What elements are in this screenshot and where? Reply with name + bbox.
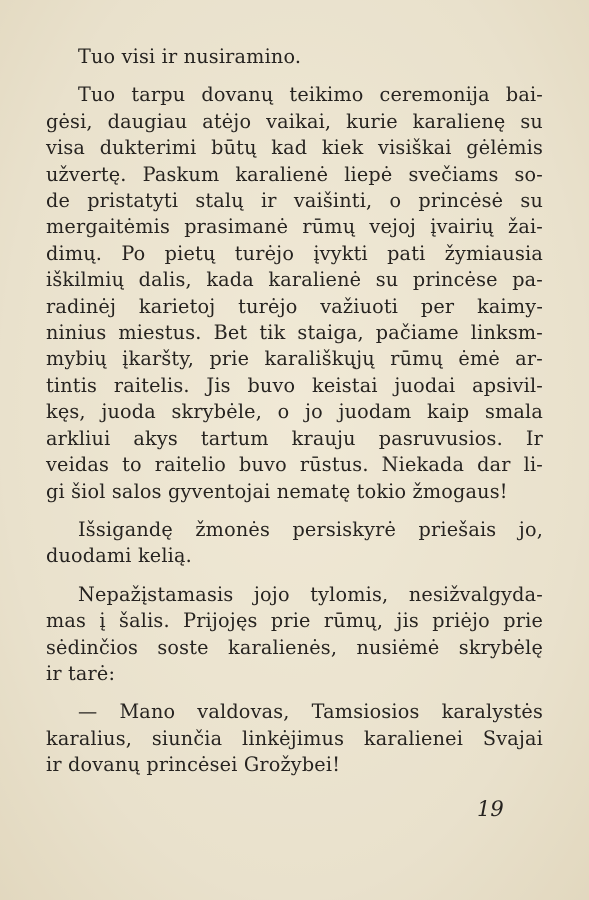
text-line: arkliui akys tartum krauju pasruvusios. Ir bbox=[46, 426, 543, 450]
paragraph-4 bbox=[46, 582, 543, 688]
text-line: visa dukterimi būtų kad kiek visiškai gėlėmis bbox=[46, 136, 543, 160]
text-line: mergaitėmis prasimanė rūmų vejoj įvairių žai- bbox=[46, 215, 543, 239]
paragraph-5 bbox=[46, 699, 543, 778]
text-line: mybių įkaršty, prie karališkųjų rūmų ėmė ar- bbox=[46, 347, 543, 371]
text-line: radinėj karietoj turėjo važiuoti per kaimy- bbox=[46, 294, 543, 318]
text-line: karalius, siunčia linkėjimus karalienei Svajai bbox=[46, 726, 543, 750]
page-number: 19 bbox=[477, 797, 504, 821]
text-line: duodami kelią. bbox=[46, 544, 192, 568]
text-line: užvertę. Paskum karalienė liepė svečiams so- bbox=[46, 162, 543, 186]
text-line: gi šiol salos gyventojai nematę tokio žmogaus! bbox=[46, 479, 508, 503]
text-line: Nepažįstamasis jojo tylomis, nesižvalgyda- bbox=[78, 582, 543, 606]
text-line: Tuo tarpu dovanų teikimo ceremonija bai- bbox=[78, 83, 543, 107]
text-line: ir dovanų princėsei Grožybei! bbox=[46, 753, 341, 777]
text-line: kęs, juoda skrybėle, o jo juodam kaip smala bbox=[46, 400, 543, 424]
text-line: ir tarė: bbox=[46, 661, 116, 685]
paragraph-2 bbox=[46, 82, 543, 505]
text-line: iškilmių dalis, kada karalienė su princėse pa- bbox=[46, 268, 543, 292]
text-line: ninius miestus. Bet tik staiga, pačiame linksm- bbox=[46, 321, 543, 345]
text-line: Tuo visi ir nusiramino. bbox=[78, 45, 302, 68]
text-line: — Mano valdovas, Tamsiosios karalystės bbox=[78, 700, 543, 724]
text-line: sėdinčios soste karalienės, nusiėmė skrybėlę bbox=[46, 635, 543, 659]
text-line: de pristatyti stalų ir vaišinti, o princėsė su bbox=[46, 189, 543, 213]
text-line: Išsigandę žmonės persiskyrė priešais jo, bbox=[78, 517, 543, 541]
text-line: tintis raitelis. Jis buvo keistai juodai apsivil- bbox=[46, 373, 543, 397]
paragraph-3 bbox=[46, 517, 543, 570]
text-line: veidas to raitelio buvo rūstus. Niekada dar li- bbox=[46, 453, 543, 477]
paragraph-1 bbox=[46, 44, 543, 70]
text-line: mas į šalis. Prijojęs prie rūmų, jis priėjo prie bbox=[46, 609, 543, 633]
text-line: gėsi, daugiau atėjo vaikai, kurie karalienę su bbox=[46, 109, 543, 133]
page-text bbox=[46, 44, 543, 779]
text-line: dimų. Po pietų turėjo įvykti pati žymiausia bbox=[46, 241, 543, 265]
